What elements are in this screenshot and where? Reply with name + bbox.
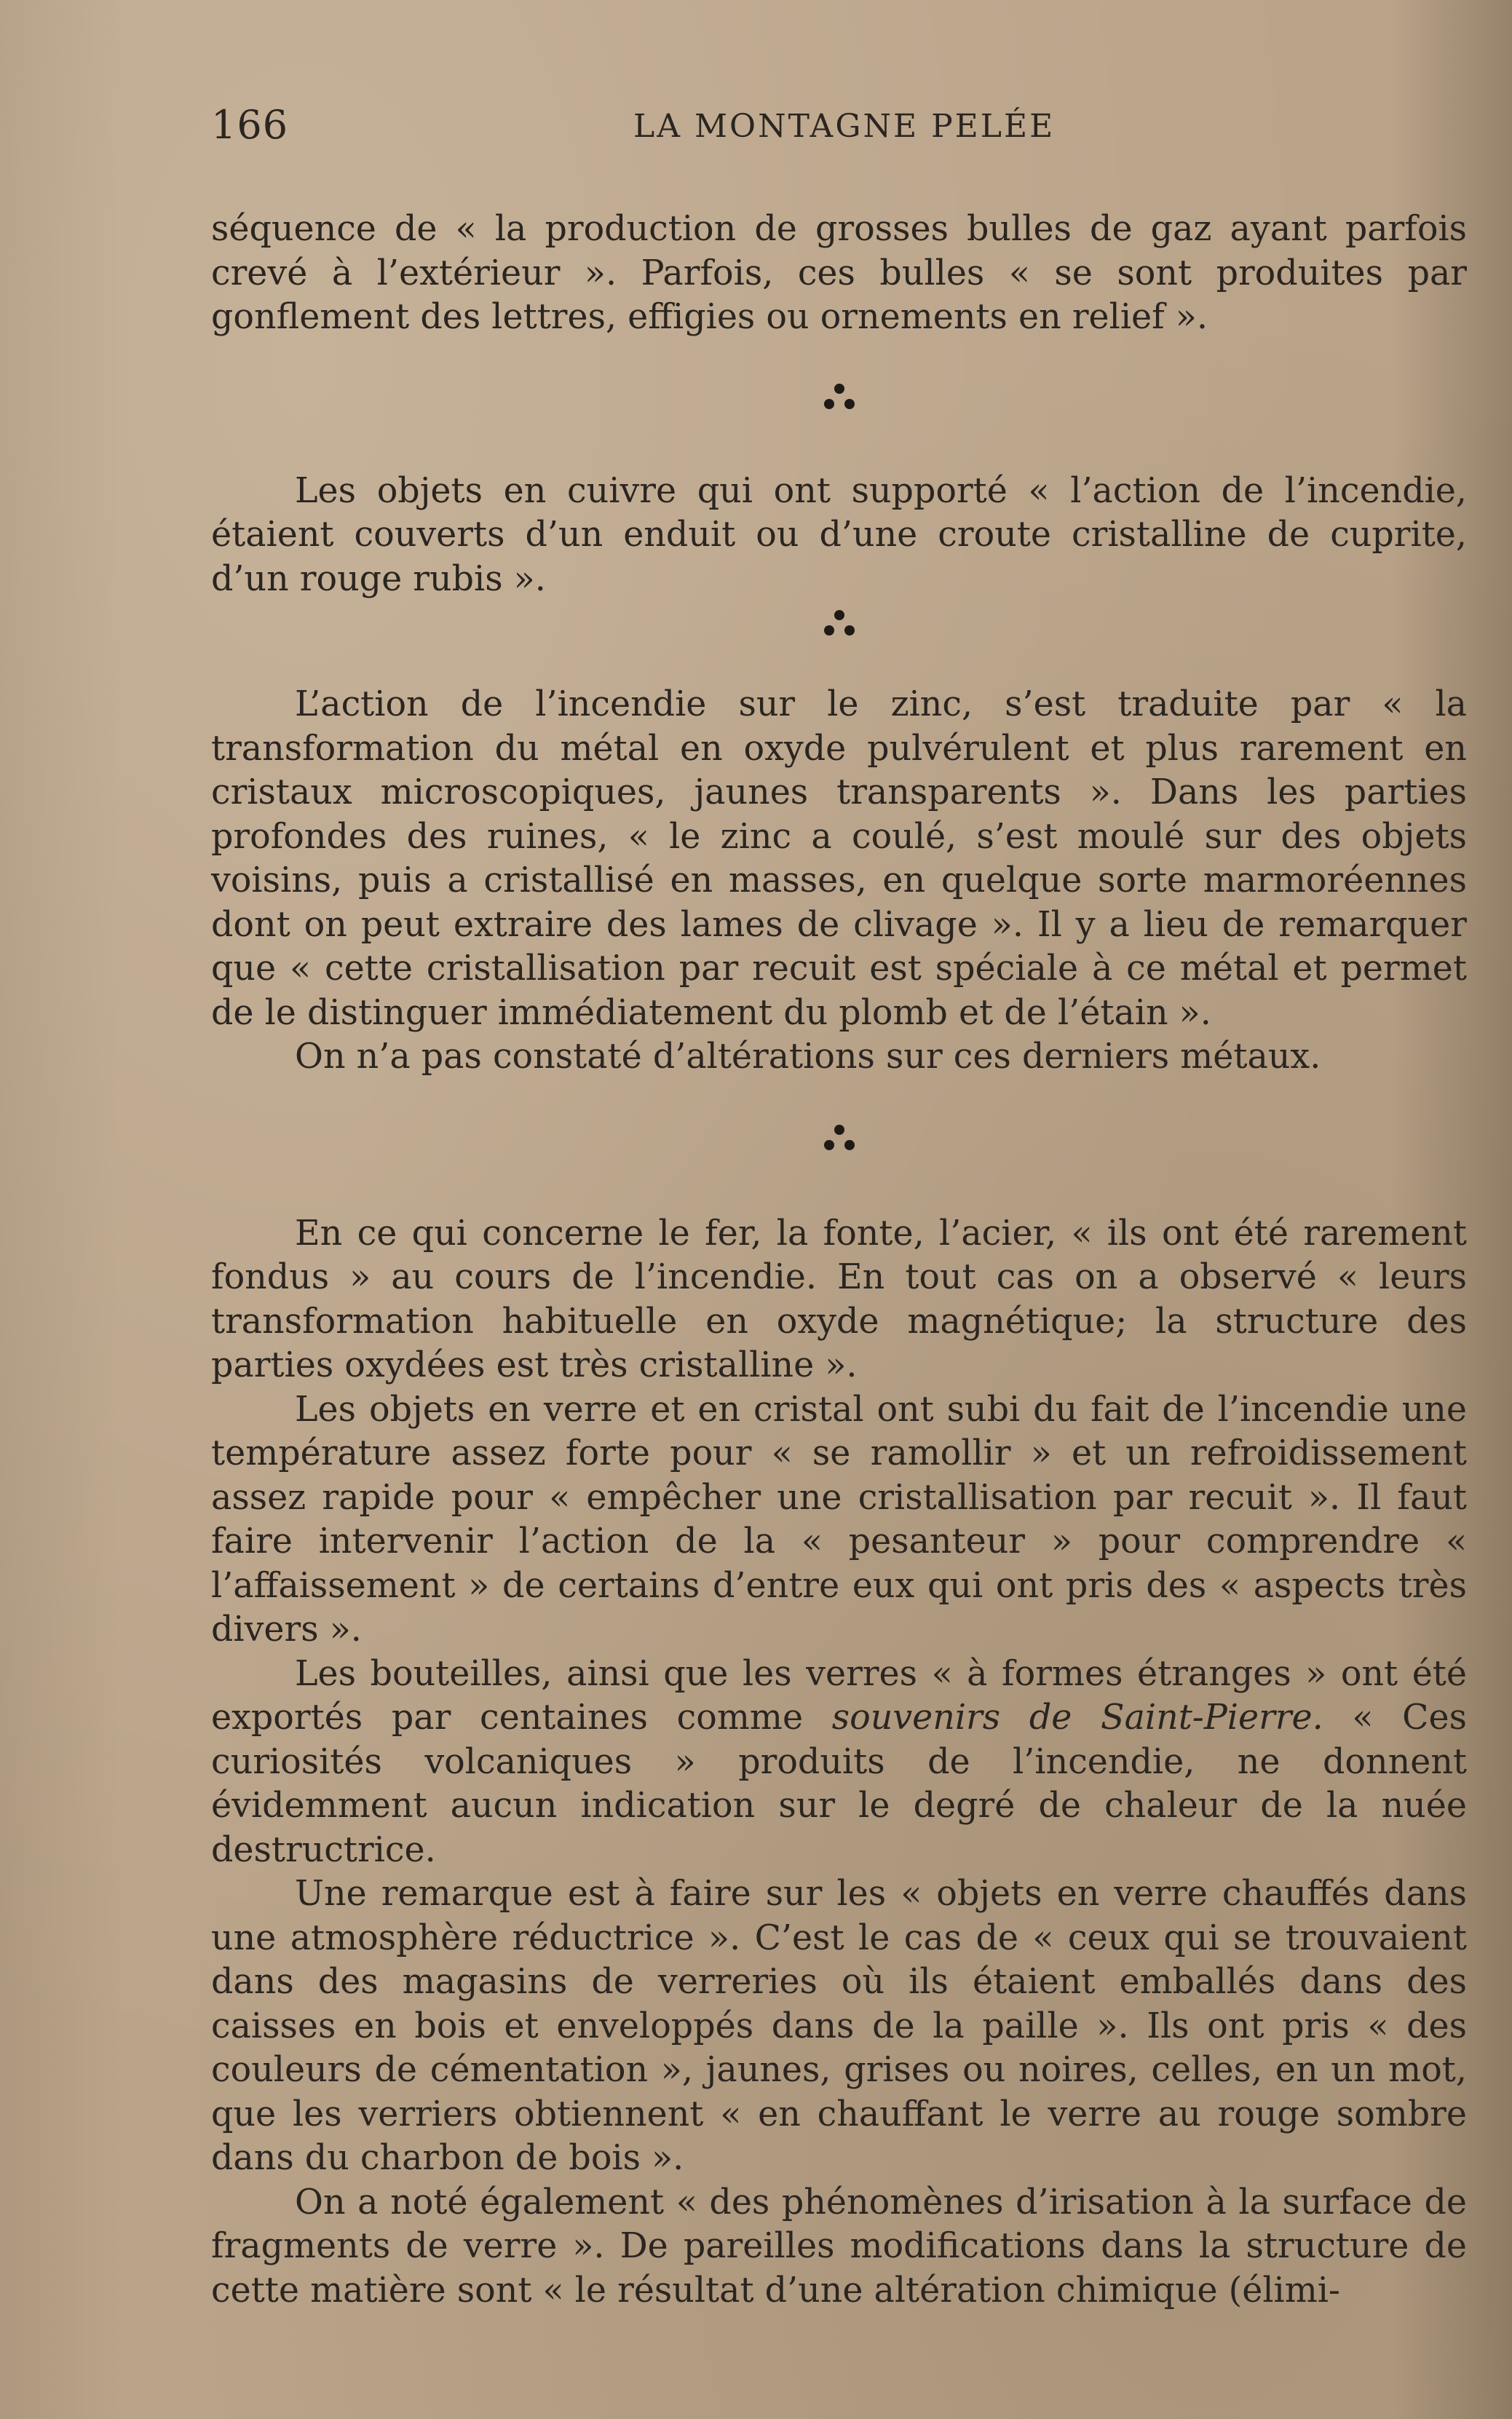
paragraph-reducing-atmosphere: Une remarque est à faire sur les « objets en verre chauffés dans une atmosphère réductrice ». C’est le cas de « ceux qui se trouvaient dans des magasins de verreries où ils étaient emballés dans des caisses en bois et enveloppés dans de la paille ». Ils ont pris « des couleurs de cémentation », jaunes, grises ou noires, celles, en un mot, que les verriers obtiennent « en chauffant le verre au rouge sombre dans du charbon de bois ». — [211, 1874, 1467, 2178]
paragraph-other-metals: On n’a pas constaté d’altérations sur ces derniers métaux. — [295, 1037, 1321, 1077]
paragraph-zinc: L’action de l’incendie sur le zinc, s’est traduite par « la transformation du métal en oxyde pulvérulent et plus rarement en cristaux microscopiques, jaunes transparents ». Dans les parties profondes des ruines, « le zinc a coulé, s’est moulé sur des objets voisins, puis a cristallisé en masses, en quelque sorte marmoréennes dont on peut extraire des lames de clivage ». Il y a lieu de remarquer que « cette cristallisation par recuit est spéciale à ce métal et permet de le distinguer immédiatement du plomb et de l’étain ». — [211, 684, 1467, 1033]
asterism-icon — [818, 606, 861, 642]
section-separator — [211, 606, 1467, 646]
page-body — [211, 207, 1467, 2313]
bottles-text-start: Les bouteilles, ainsi que les verres « à formes étranges » ont été exportés par centaines comme — [211, 1653, 1467, 1738]
asterism-icon — [818, 379, 861, 416]
paragraph-bottles — [211, 1652, 1467, 1873]
section-separator — [211, 1120, 1467, 1161]
page-number: 166 — [211, 102, 289, 148]
paragraph-iron: En ce qui concerne le fer, la fonte, l’acier, « ils ont été rarement fondus » au cours de l’incendie. En tout cas on a observé « leurs transformation habituelle en oxyde magnétique; la structure des parties oxydées est très cristalline ». — [211, 1213, 1467, 1385]
paragraph-glass: Les objets en verre et en cristal ont subi du fait de l’incendie une température assez forte pour « se ramollir » et un refroidissement assez rapide pour « empêcher une cristallisation par recuit ». Il faut faire intervenir l’action de la « pesanteur » pour comprendre « l’affaissement » de certains d’entre eux qui ont pris des « aspects très divers ». — [211, 1389, 1467, 1650]
paragraph-iridescence: On a noté également « des phénomènes d’irisation à la surface de fragments de verre ». De pareilles modifications dans la structure de cette matière sont « le résultat d’une altération chimique (élimi- — [211, 2182, 1467, 2311]
paragraph-continuation: séquence de « la production de grosses bulles de gaz ayant parfois crevé à l’extérieur ». Parfois, ces bulles « se sont produites par gonflement des lettres, effigies ou ornements en relief ». — [211, 209, 1467, 337]
page-header — [211, 102, 1467, 167]
section-separator — [211, 379, 1467, 420]
souvenirs-italic: souvenirs de Saint-Pierre. — [831, 1698, 1323, 1738]
bottles-text-end: « Ces curiosités volcaniques » produits de l’incendie, ne donnent évidemment aucun indication sur le degré de chaleur de la nuée destructrice. — [211, 1698, 1467, 1870]
asterism-icon — [818, 1120, 861, 1157]
running-title: LA MONTAGNE PELÉE — [633, 108, 1056, 145]
paragraph-copper: Les objets en cuivre qui ont supporté « l’action de l’incendie, étaient couverts d’un enduit ou d’une croute cristalline de cuprite, d’un rouge rubis ». — [211, 470, 1467, 599]
